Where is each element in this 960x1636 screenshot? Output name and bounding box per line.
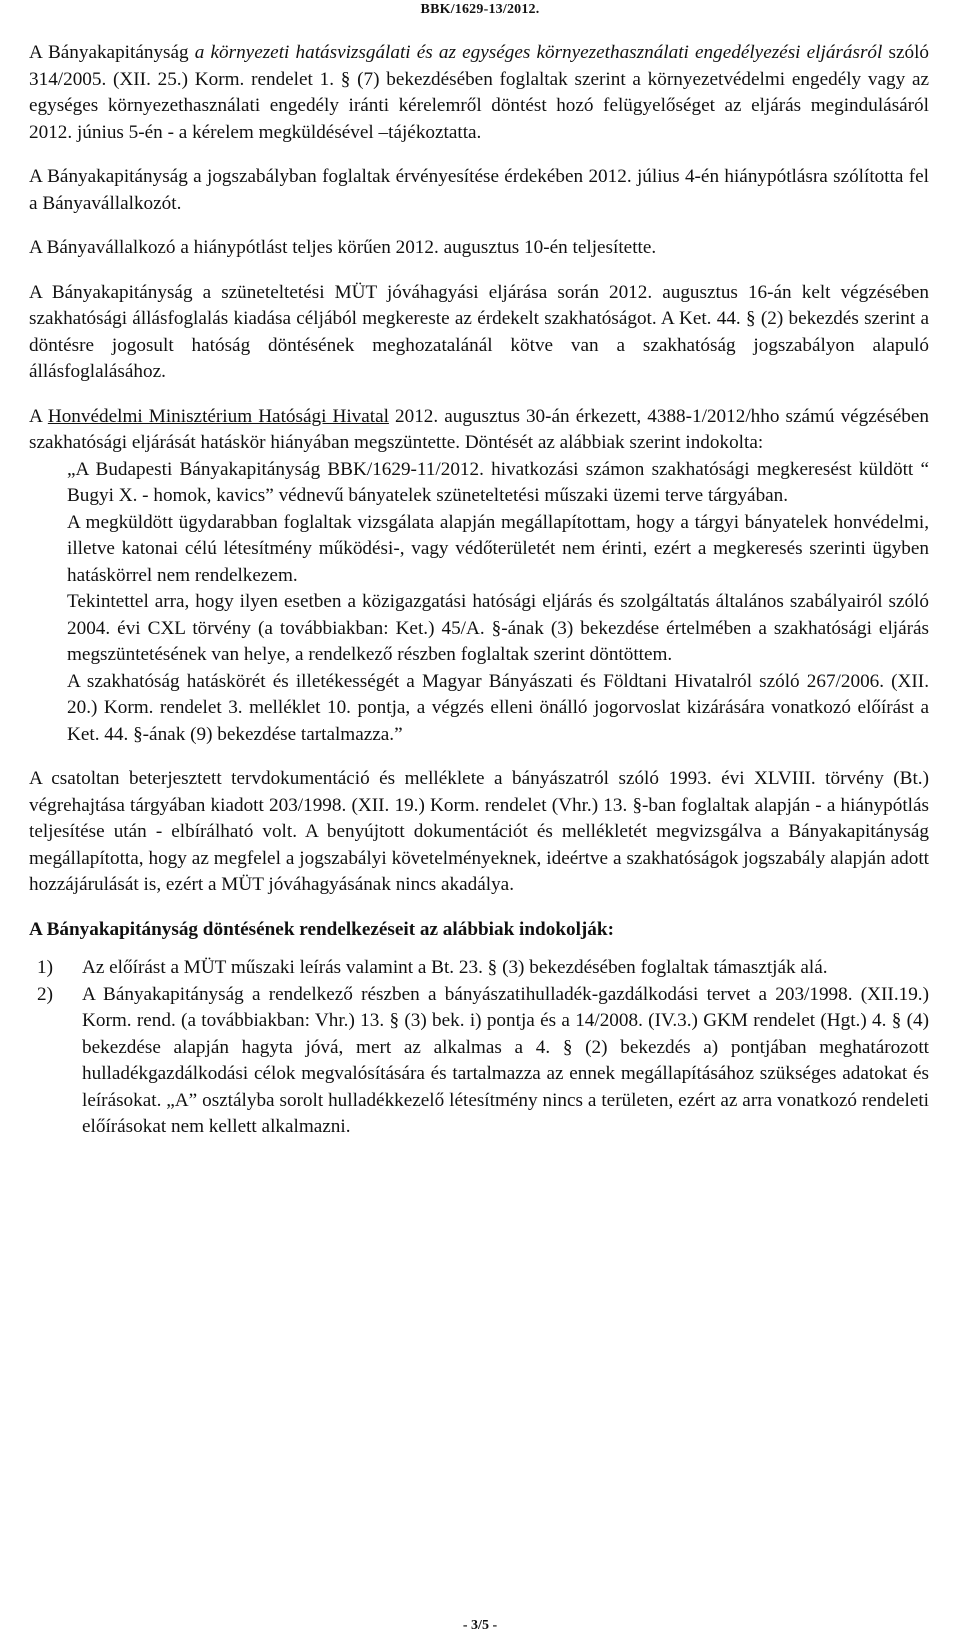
paragraph-text: A Bányakapitányság <box>29 42 195 63</box>
paragraph-text: A <box>29 405 48 427</box>
list-item-text: A Bányakapitányság a rendelkező részben a bányászatihulladék-gazdálkodási tervet a 203/1998. (XII.19.) Korm. rend. (a továbbiakban: Vhr.) 13. § (3) bek. i) pontja és a 14/2008. (IV.3.) GKM rendelet (Hgt.) 4. § (4) bekezdése alapján hagyta jóvá, mert az alkalmas a 4. § (2) bekezdés a) pontjában meghatározott hulladékgazdálkodási célok megvalósítására és tartalmazza az ennek megállapításához szükséges adatokat és leírásokat. „A” osztályba sorolt hulladékkezelő létesítmény nincs a területen, ezért az arra vonatkozó rendeleti előírásokat nem kellett alkalmazni. <box>82 983 929 1137</box>
paragraph-defense-ministry <box>29 404 929 457</box>
regulation-title: a környezeti hatásvizsgálati és az egységes környezethasználati engedélyezési eljárásról <box>194 42 883 63</box>
quote-paragraph: Tekintettel arra, hogy ilyen esetben a közigazgatási hatósági eljárás és szolgáltatás általános szabályairól szóló 2004. évi CXL törvény (a továbbiakban: Ket.) 45/A. §-ának (3) bekezdése értelmében a szakhatósági eljárás megszüntetésének van helye, a rendelkező részben foglaltak szerint döntöttem. <box>67 591 929 665</box>
section-heading: A Bányakapitányság döntésének rendelkezéseit az alábbiak indokolják: <box>29 918 614 940</box>
quote-paragraph: A megküldött ügydarabban foglaltak vizsgálata alapján megállapítottam, hogy a tárgyi bányatelek honvédelmi, illetve katonai célú létesítmény működési-, vagy védőterületét nem érinti, ezért a megkeresés szerinti ügyben hatáskörrel nem rendelkezem. <box>67 511 929 586</box>
paragraph-text: szóló 314/2005. (XII. 25.) Korm. rendelet 1. § (7) bekezdésében foglaltak szerint a környezetvédelmi engedély vagy az egységes környezethasználati engedély iránti kérelemről döntést hozó felügyelőséget az eljárás megindulásáról 2012. június 5-én - a kérelem megküldésével –tájékoztatta. <box>29 42 929 143</box>
list-item-number: 2) <box>37 983 53 1005</box>
list-item-number: 1) <box>37 957 53 978</box>
paragraph-authority-request: A Bányakapitányság a szüneteltetési MÜT jóváhagyási eljárása során 2012. augusztus 16-án kelt végzésében szakhatósági állásfoglalás kiadása céljából megkereste az érdekelt szakhatóságot. A Ket. 44. § (2) bekezdés szerint a döntésre jogosult hatóság döntésének meghozatalánál kötve van a szakhatóság jogszabályon alapuló állásfoglalásához. <box>29 281 929 382</box>
list-item-text: Az előírást a MÜT műszaki leírás valamint a Bt. 23. § (3) bekezdésében foglaltak támasztják alá. <box>82 957 828 978</box>
quoted-justification <box>67 457 929 749</box>
paragraph-text: 2012. augusztus 30-án érkezett, 4388-1/2012/hho számú végzésében szakhatósági eljárását hatáskör hiányában megszüntette. Döntését az alábbiak szerint indokolta: <box>29 405 929 453</box>
document-id-header: BBK/1629-13/2012. <box>420 2 540 17</box>
paragraph-deficiency-fulfilled: A Bányavállalkozó a hiánypótlást teljes körűen 2012. augusztus 10-én teljesítette. <box>29 237 657 258</box>
document-body <box>29 40 929 1141</box>
paragraph-kvvm-notification <box>29 40 929 146</box>
list-item <box>37 955 929 982</box>
paragraph-deficiency-request: A Bányakapitányság a jogszabályban foglaltak érvényesítése érdekében 2012. július 4-én hiánypótlásra szólította fel a Bányavállalkozót. <box>29 166 929 214</box>
list-item <box>37 982 929 1141</box>
quote-paragraph: A szakhatóság hatáskörét és illetékességét a Magyar Bányászati és Földtani Hivatalról szóló 267/2006. (XII. 20.) Korm. rendelet 3. melléklet 10. pontja, a végzés elleni önálló jogorvoslat kizárására vonatkozó előírást a Ket. 44. §-ának (9) bekezdése tartalmazza.” <box>67 670 929 745</box>
quote-paragraph: „A Budapesti Bányakapitányság BBK/1629-11/2012. hivatkozási számon szakhatósági megkeresést küldött “ Bugyi X. - homok, kavics” védnevű bányatelek szüneteltetési műszaki üzemi terve tárgyában. <box>67 458 929 506</box>
page-number: - 3/5 - <box>462 1618 498 1633</box>
paragraph-approval-conclusion: A csatoltan beterjesztett tervdokumentáció és melléklete a bányászatról szóló 1993. évi XLVIII. törvény (Bt.) végrehajtása tárgyában kiadott 203/1998. (XII. 19.) Korm. rendelet (Vhr.) 13. §-ban foglaltak alapján - a hiánypótlás teljesítése után - elbírálható volt. A benyújtott dokumentációt és mellékletét megvizsgálva a Bányakapitányság megállapította, hogy az megfelel a jogszabályi követelményeknek, ideértve a szakhatóságok jogszabály alapján adott hozzájárulását is, ezért a MÜT jóváhagyásának nincs akadálya. <box>29 768 929 895</box>
authority-name-underlined: Honvédelmi Minisztérium Hatósági Hivatal <box>47 405 389 427</box>
justification-list <box>29 955 929 1141</box>
